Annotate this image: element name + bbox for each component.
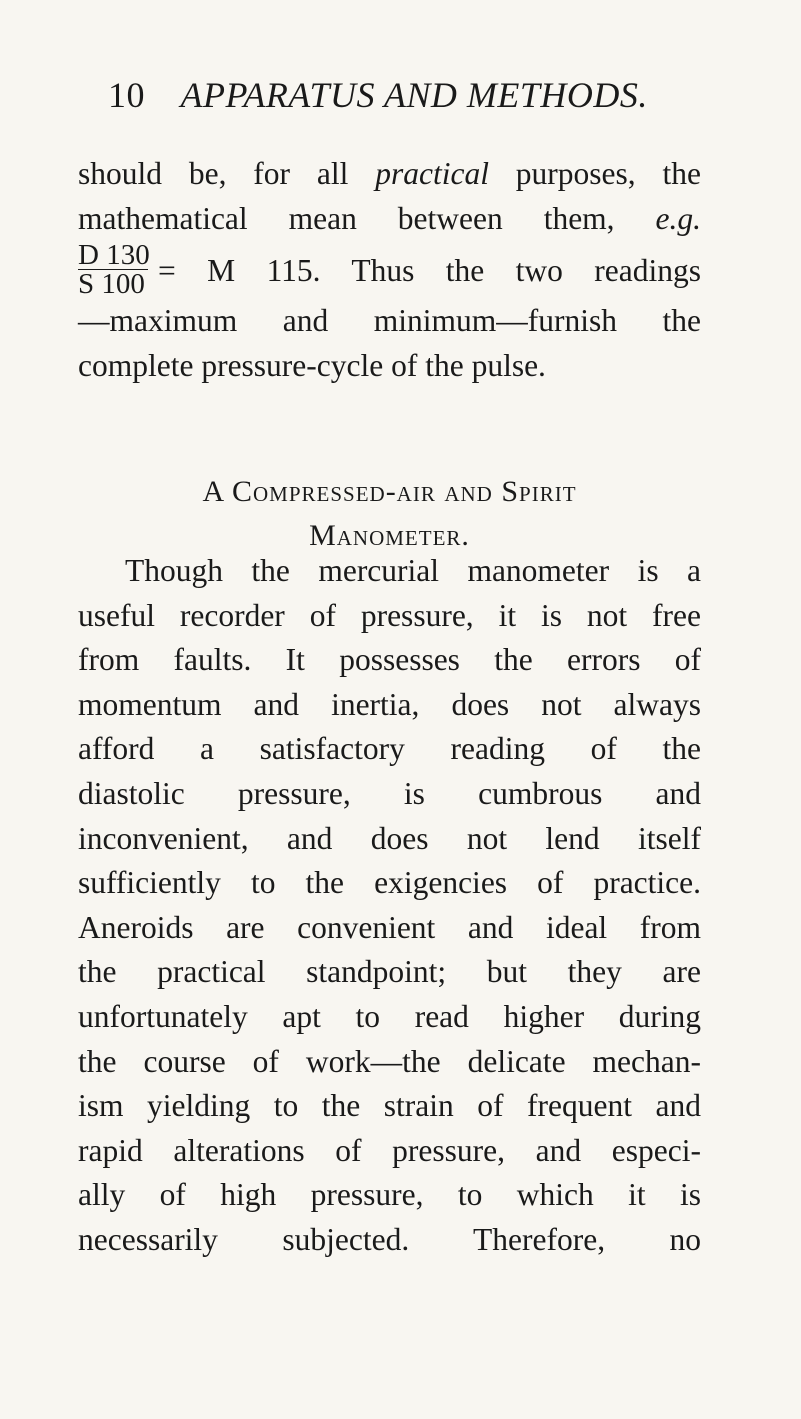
text-line: Aneroids are convenient and ideal from (78, 909, 701, 945)
running-head (108, 74, 648, 116)
paragraph-2 (78, 549, 701, 1263)
text-line: from faults. It possesses the errors of (78, 642, 701, 678)
emphasis: practical (375, 156, 489, 191)
text-line: unfortunately apt to read higher during (78, 998, 701, 1034)
text-line: should be, for all practical purposes, the (78, 156, 701, 191)
text-line: sufficiently to the exigencies of practice. (78, 865, 701, 901)
text-line: ism yielding to the strain of frequent and (78, 1088, 701, 1124)
paragraph-1 (78, 152, 701, 388)
text-line: rapid alterations of pressure, and especi- (78, 1132, 701, 1168)
heading-line: A Compressed-air and Spirit (202, 475, 577, 508)
text-line: afford a satisfactory reading of the (78, 731, 701, 767)
text-line: mathematical mean between them, e.g. (78, 200, 701, 236)
text-line: ally of high pressure, to which it is (78, 1177, 701, 1213)
heading-line: Manometer. (309, 519, 470, 552)
emphasis: e.g. (655, 200, 701, 236)
formula-text: = M 115. Thus the two readings (158, 253, 701, 289)
section-heading (78, 470, 701, 558)
text-line: necessarily subjected. Therefore, no (78, 1221, 701, 1257)
page-number: 10 (108, 75, 145, 115)
text-line: the practical standpoint; but they are (78, 954, 701, 990)
text-line: complete pressure-cycle of the pulse. (78, 347, 546, 383)
text-line: —maximum and minimum—furnish the (78, 303, 701, 339)
text-line: useful recorder of pressure, it is not free (78, 597, 701, 633)
text-line: momentum and inertia, does not always (78, 686, 701, 722)
running-title: APPARATUS AND METHODS. (180, 75, 648, 115)
text-line: Though the mercurial manometer is a (125, 553, 701, 588)
text-line: the course of work—the delicate mechan- (78, 1043, 701, 1079)
formula-line (78, 241, 701, 299)
text-line: diastolic pressure, is cumbrous and (78, 775, 701, 811)
fraction (78, 239, 150, 301)
fraction-numerator: D 130 (78, 239, 150, 272)
text-line: inconvenient, and does not lend itself (78, 820, 701, 856)
fraction-denominator: S 100 (78, 268, 145, 301)
